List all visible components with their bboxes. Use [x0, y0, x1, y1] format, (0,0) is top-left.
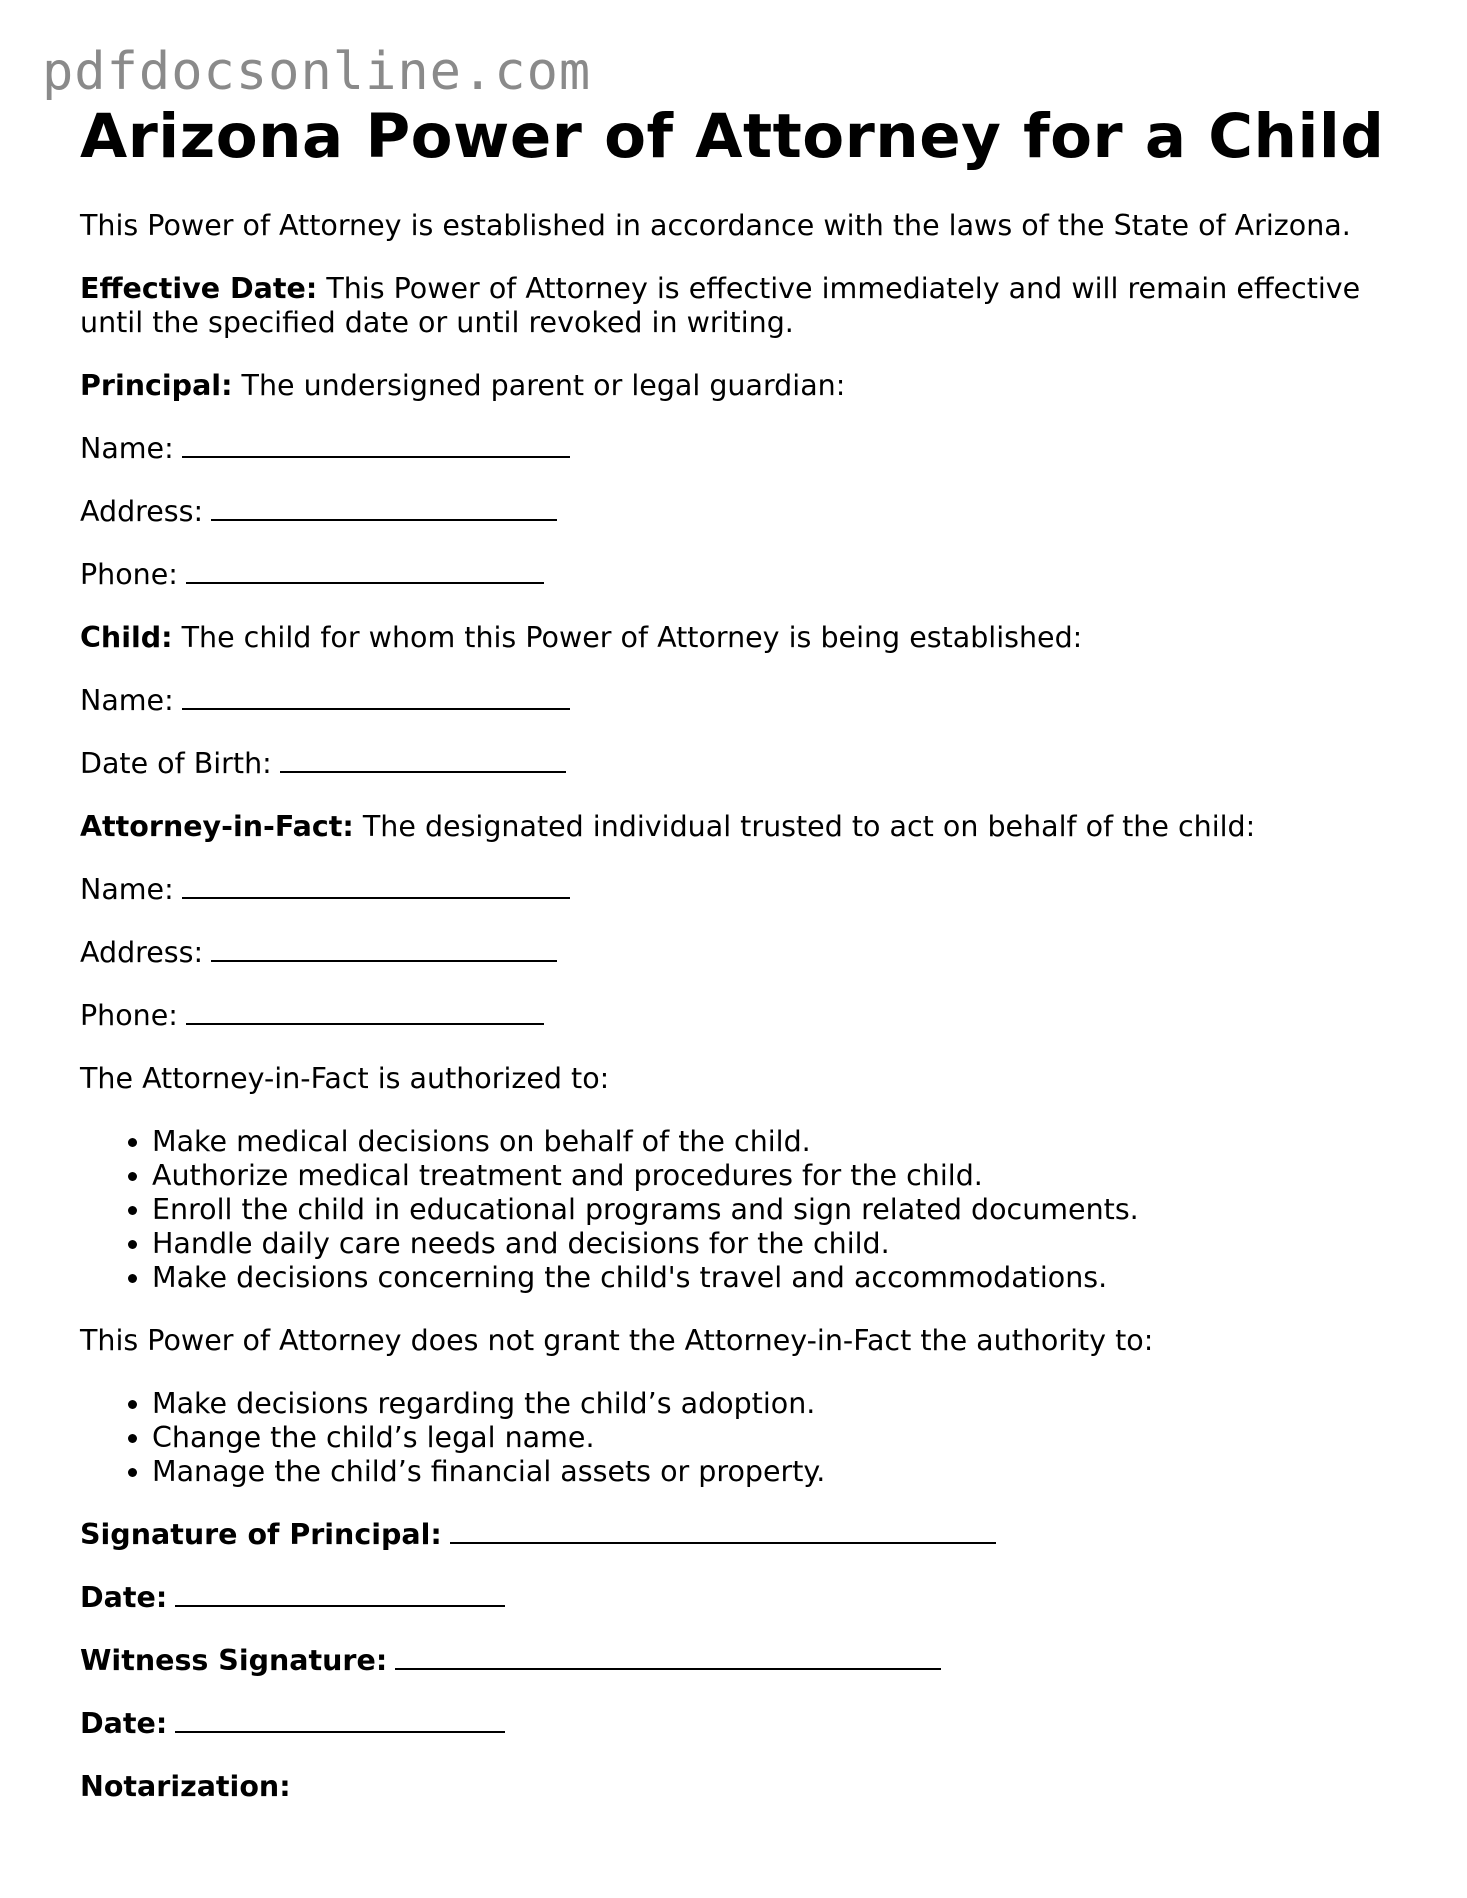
effective-date-paragraph [80, 272, 1400, 340]
child-name-blank[interactable] [182, 698, 570, 710]
child-heading [80, 621, 1400, 655]
notarization-field [80, 1770, 1400, 1804]
document-title: Arizona Power of Attorney for a Child [80, 101, 1385, 172]
witness-signature-blank[interactable] [395, 1658, 941, 1670]
attorney-address-field [80, 936, 1400, 970]
attorney-name-label: Name: [80, 873, 174, 907]
attorney-address-blank[interactable] [211, 950, 557, 962]
authorized-list [80, 1125, 1400, 1295]
attorney-name-field [80, 873, 1400, 907]
list-item: • Make decisions regarding the child’s adoption. [152, 1387, 1400, 1421]
child-dob-field [80, 747, 1400, 781]
intro-paragraph: This Power of Attorney is established in accordance with the laws of the State of Arizona. [80, 209, 1351, 243]
principal-phone-blank[interactable] [186, 572, 544, 584]
effective-date-label: Effective Date: [80, 272, 318, 306]
child-name-label: Name: [80, 684, 174, 718]
principal-phone-field [80, 558, 1400, 592]
date2-field [80, 1707, 1400, 1741]
principal-name-field [80, 432, 1400, 466]
date2-label: Date: [80, 1707, 168, 1741]
effective-date-text: This Power of Attorney is effective immediately and will remain effective until the specified date or until revoked in writing. [80, 272, 1361, 340]
attorney-name-blank[interactable] [182, 887, 570, 899]
principal-heading [80, 369, 1400, 403]
principal-phone-label: Phone: [80, 558, 178, 592]
list-item: • Make decisions concerning the child's travel and accommodations. [152, 1261, 1400, 1295]
child-dob-label: Date of Birth: [80, 747, 272, 781]
witness-signature-field [80, 1644, 1400, 1678]
child-dob-blank[interactable] [280, 761, 566, 773]
attorney-phone-label: Phone: [80, 999, 178, 1033]
list-item: • Manage the child’s financial assets or property. [152, 1455, 1400, 1489]
child-name-field [80, 684, 1400, 718]
principal-signature-label: Signature of Principal: [80, 1518, 442, 1552]
not-authorized-list [80, 1387, 1400, 1489]
attorney-label: Attorney-in-Fact: [80, 810, 354, 844]
date1-field [80, 1581, 1400, 1615]
principal-address-field [80, 495, 1400, 529]
date1-blank[interactable] [175, 1595, 505, 1607]
attorney-phone-blank[interactable] [186, 1013, 544, 1025]
attorney-text: The designated individual trusted to act on behalf of the child: [362, 810, 1256, 844]
principal-address-blank[interactable] [211, 509, 557, 521]
list-item: • Authorize medical treatment and procedures for the child. [152, 1159, 1400, 1193]
witness-signature-label: Witness Signature: [80, 1644, 388, 1678]
principal-name-label: Name: [80, 432, 174, 466]
document-body [80, 100, 1400, 1804]
authorized-intro: The Attorney-in-Fact is authorized to: [80, 1062, 610, 1096]
not-authorized-intro: This Power of Attorney does not grant the Attorney-in-Fact the authority to: [80, 1324, 1154, 1358]
notarization-label: Notarization: [80, 1770, 291, 1804]
list-item: • Make medical decisions on behalf of the child. [152, 1125, 1400, 1159]
principal-label: Principal: [80, 369, 233, 403]
principal-signature-blank[interactable] [450, 1532, 996, 1544]
attorney-address-label: Address: [80, 936, 204, 970]
list-item: • Handle daily care needs and decisions for the child. [152, 1227, 1400, 1261]
principal-text: The undersigned parent or legal guardian: [241, 369, 846, 403]
list-item: • Change the child’s legal name. [152, 1421, 1400, 1455]
principal-signature-field [80, 1518, 1400, 1552]
principal-name-blank[interactable] [182, 446, 570, 458]
child-label: Child: [80, 621, 173, 655]
date1-label: Date: [80, 1581, 168, 1615]
attorney-heading [80, 810, 1400, 844]
watermark: pdfdocsonline.com [42, 42, 592, 102]
principal-address-label: Address: [80, 495, 204, 529]
date2-blank[interactable] [175, 1721, 505, 1733]
child-text: The child for whom this Power of Attorney is being established: [181, 621, 1083, 655]
list-item: • Enroll the child in educational programs and sign related documents. [152, 1193, 1400, 1227]
attorney-phone-field [80, 999, 1400, 1033]
